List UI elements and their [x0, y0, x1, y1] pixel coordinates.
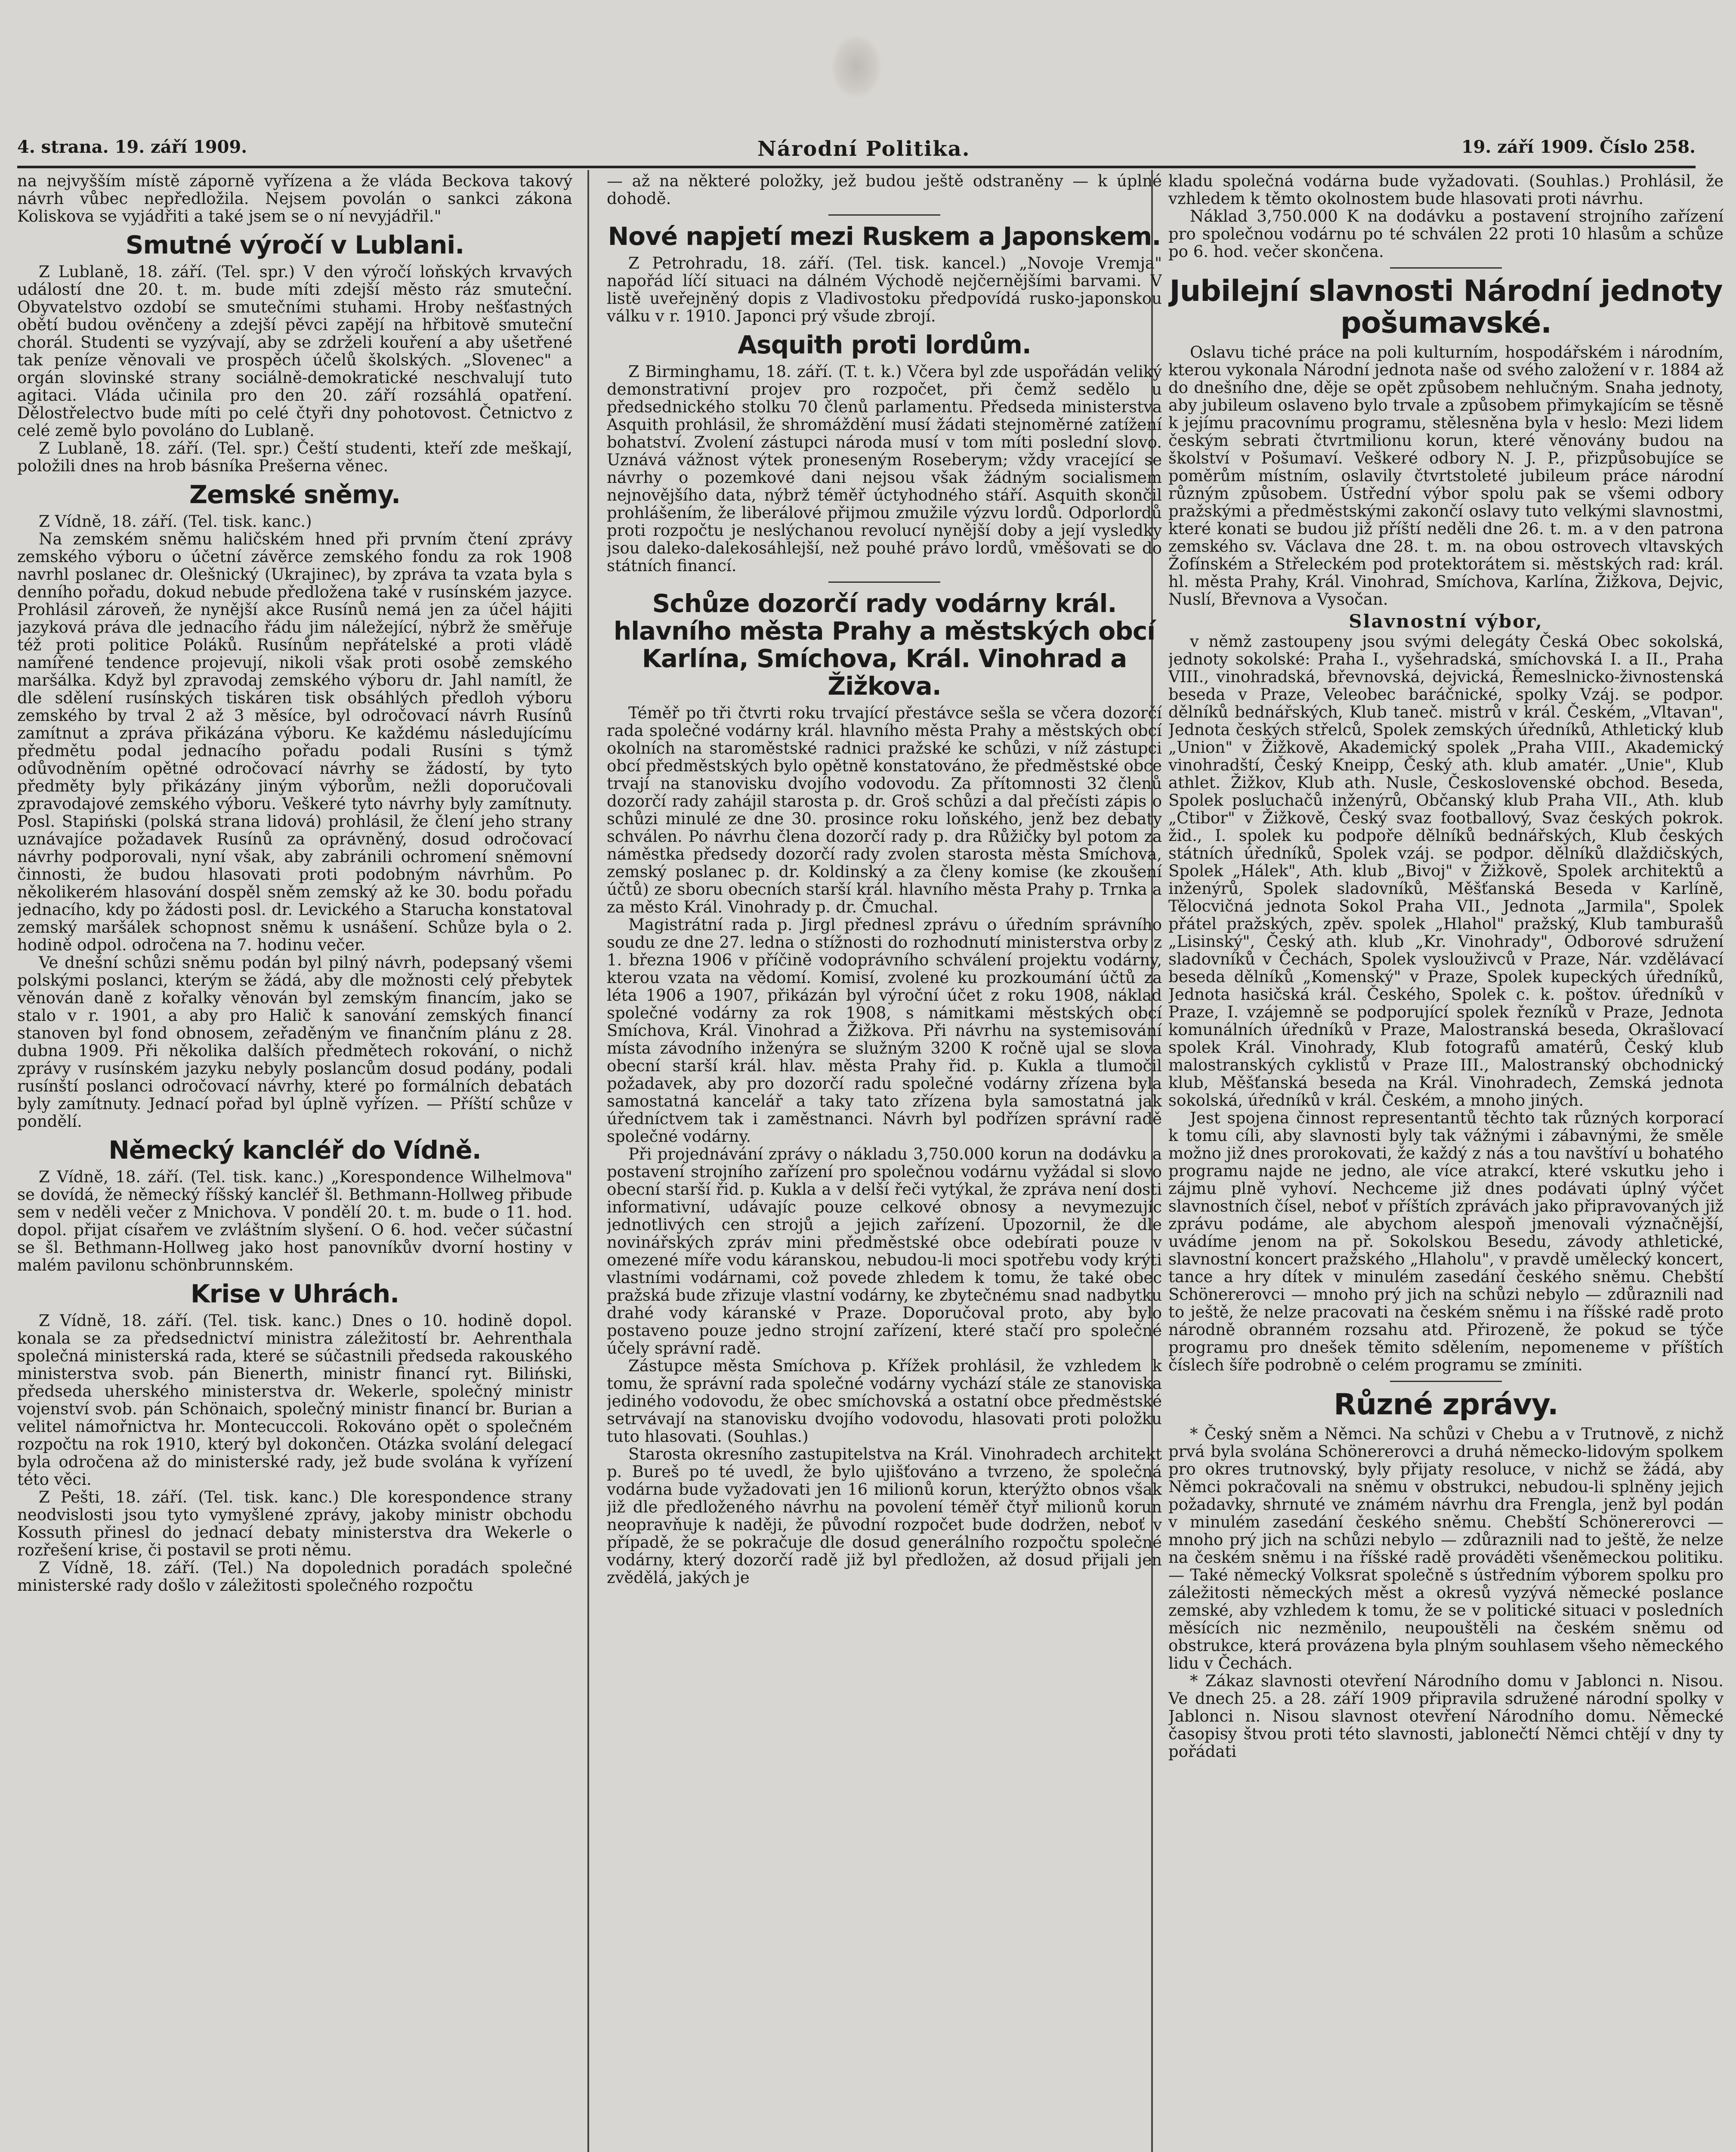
paragraph: Z Vídně, 18. září. (Tel. tisk. kanc.) „Korespondence Wilhelmova" se dovídá, že německý říšský kancléř šl. Bethmann-Hollweg přibude sem v neděli večer z Mnichova. V pondělí 20. t. m. bude o 11. hod. dopol. přijat císařem ve zvláštním slyšení. O 6. hod. večer súčastní se šl. Bethmann-Hollweg jako host panovníkův dvorní hostiny v malém pavilonu schönbrunnském. [17, 1168, 572, 1274]
paragraph: v němž zastoupeny jsou svými delegáty Česká Obec sokolská, jednoty sokolské: Praha I., vyšehradská, smíchovská I. a II., Praha VIII., vinohradská, břevnovská, dejvická, Řemeslnicko-živnostenská beseda v Praze, Veleobec baráčnické, spolky Vzáj. se podpor. dělníků bednářských, Klub taneč. mistrů v král. Českém, „Vltavan", Jednota českých střelců, Spolek zemských úředníků, Athletický klub „Union" v Žižkově, Akademický spolek „Praha VIII., Akademický vinohradští, Český Kneipp, Český ath. klub amatér. „Unie", Klub athlet. Žižkov, Klub ath. Nusle, Československé obchod. Beseda, Spolek posluchačů inženýrů, Občanský klub Praha VII., Ath. klub „Ctibor" v Žižkově, Český svaz footballový, Svaz českých pokrok. žid., I. spolek ku podpoře dělníků bednářských, Klub českých státních úředníků, Spolek vzáj. se podpor. dělníků dlaždičských, Spolek „Hálek", Ath. klub „Bivoj" v Žižkově, Spolek architektů a inženýrů, Spolek sladovníků, Měšťanská Beseda v Karlíně, Tělocvičná jednota Sokol Praha VII., Jednota „Jarmila", Spolek přátel pražských, zpěv. spolek „Hlahol" pražský, Klub tamburašů „Lisinský", Český ath. klub „Kr. Vinohrady", Odborové sdružení sladovníků v Čechách, Spolek vyslouživců v Praze, Nár. vzdělávací beseda dělníků „Komenský" v Praze, Spolek kupeckých úředníků, Jednota hasičská král. Českého, Spolek c. k. poštov. úředníků v Praze, I. vzájemně se podporující spolek řezníků v Praze, Jednota komunálních úředníků v Praze, Malostranská beseda, Okrašlovací spolek Král. Vinohrady, Klub fotografů amatérů, Český klub malostranských cyklistů v Praze III., Malostranský obchodnický klub, Měšťanská beseda na Král. Vinohradech, Zemská jednota sokolská, úředníků v král. Českém, a mnoho jiných. [1168, 632, 1724, 1110]
paragraph: Náklad 3,750.000 K na dodávku a postavení strojního zařízení pro společnou vodárnu po té schválen 22 proti 10 hlasům a schůze po 6. hod. večer skončena. [1168, 207, 1724, 261]
paragraph: Z Vídně, 18. září. (Tel.) Na dopolednich poradách společné ministerské rady došlo v záležitosti společného rozpočtu [17, 1558, 572, 1595]
paragraph: Jest spojena činnost representantů těchto tak různých korporací k tomu cíli, aby slavnosti byly tak vážnými i zábavnými, že směle možno již dnes prorokovati, že každý z nás a tou navštíví u bohatého programu najde ne jedno, ale více atrakcí, které vskutku jeho i zájmu plně vyhoví. Nechceme již dnes podávati úplný výčet slavnostních čísel, neboť v příštích zprávách jako připravovaných již zprávu podáme, ale abychom alespoň jmenovali význačnější, uvádíme jenom na př. Sokolskou Besedu, závody athletické, slavnostní koncert pražského „Hlaholu", v pravdě umělecký koncert, tance a hry dítek v minulém zasedání českého sněmu. Chebští Schönererovci — mnoho prý jich na schůzi nebylo — zdůraznili nad to ještě, že nelze pracovati na českém sněmu i na říšské radě proto národně obranném rozsahu atd. Přirozeně, že pokud se týče programu pro dnešek těmito sdělením, nepomeneme v příštích číslech šíře podrobně o celém programu se zmíniti. [1168, 1109, 1724, 1374]
paragraph: * Zákaz slavnosti otevření Národního domu v Jablonci n. Nisou. Ve dnech 25. a 28. září 1909 připravila sdružené národní spolky v Jablonci n. Nisou slavnost otevření Národního domu. Německé časopisy štvou proti této slavnosti, jablonečtí Němci chtějí v dny ty pořádati [1168, 1672, 1724, 1761]
article-title: Různé zprávy. [1334, 1388, 1558, 1422]
paragraph: Starosta okresního zastupitelstva na Král. Vinohradech architekt p. Bureš po té uvedl, že bylo ujišťováno a tvrzeno, že společná vodárna bude vyžadovati jen 16 milionů korun, kterýžto obnos však již dle předloženého návrhu na povolení téměř čtyř milionů korun neopravňuje k naději, že původní rozpočet bude dodržen, neboť v případě, že se pokračuje dle dosud generálního rozpočtu společné vodárny, který dozorčí radě již byl předložen, až dosud přijali jen zvědělá, jakých je [607, 1445, 1162, 1587]
paragraph: Téměř po tři čtvrti roku trvající přestávce sešla se včera dozorčí rada společné vodárny král. hlavního města Prahy a městských obcí okolních na staroměstské radnici pražské ke schůzi, v níž zástupci obcí předměstských bylo opětně konstatováno, že předměstské obce trvají na stanovisku dvojího vodovodu. Za přítomnosti 32 členů dozorčí rady zahájil starosta p. dr. Groš schůzi a dal přečísti zápis o schůzi minulé ze dne 30. prosince roku loňského, jenž bez debaty schválen. Po návrhu člena dozorčí rady p. dra Růžičky byl potom za náměstka předsedy dozorčí rady zvolen starosta města Smíchova, zemský poslanec p. dr. Koldinský a za členy komise (ke zkoušení účtů) ze sboru obecních starší král. hlavního města Prahy p. Trnka a za město Král. Vinohrady p. dr. Čmuchal. [607, 704, 1162, 916]
dateline: Z Vídně, 18. září. (Tel. tisk. kanc.) [39, 512, 312, 531]
paragraph: Na zemském sněmu haličském hned při prvním čtení zprávy zemského výboru o účetní závěrce zemského fondu za rok 1908 navrhl poslanec dr. Olešnický (Ukrajinec), by zpráva ta vzata byla s denního pořadu, dokud nebude předložena také v rusínském jazyce. Prohlásil zároveň, že nynější akce Rusínů nemá jen za účel hájiti jazyková práva dle jednacího řádu jim náležející, nýbrž že směřuje též proti politice Poláků. Rusínům nepřátelské a proti vládě namířené tendence projevují, nikoli však proti osobě zemského maršálka. Když byl zpravodaj zemského výboru dr. Jahl namítl, že dle sdělení rusínských tiskáren tisk obsáhlých předloh výboru zemského by trval 2 až 3 měsíce, byl odročovací návrh Rusínů zamítnut a zpráva přikázána výboru. Ke každému následujícímu předmětu podal jednacího pořadu podali Rusíni s týmž odůvodněním opětné odročovací návrhy se žádostí, by tyto předměty byly přikázány jiným výborům, nežli doporučovali zpravodajové zemského výboru. Veškeré tyto návrhy byly zamítnuty. Posl. Stapiński (polská strana lidová) prohlásil, že člení jeho strany uznávajíce požadavek Rusínů za oprávněný, dosud odročovací návrhy podporovali, nyní však, aby zabránili ochromení sněmovní činnosti, že budou hlasovati proti podobným návrhům. Po několikerém hlasování dospěl sněm zemský až ke 30. bodu pořadu jednacího, kdy po žádosti posl. dr. Levického a Starucha konstatoval zemský maršálek schopnost sněmu k usnášení. Schůze byla o 2. hodině odpol. odročena na 7. hodinu večer. [17, 530, 572, 954]
paragraph: Z Vídně, 18. září. (Tel. tisk. kanc.) Dnes o 10. hodině dopol. konala se za předsednictví ministra záležitostí br. Aehrenthala společná ministerská rada, které se súčastnili předseda rakouského ministerstva svob. pán Bienerth, ministr financí ryt. Biliński, předseda uherského ministerstva dr. Wekerle, společný ministr vojenství svob. pán Schönaich, společný ministr financí br. Burian a velitel námořnictva hr. Montecuccoli. Rokováno opět o společném rozpočtu na rok 1910, který byl dokončen. Otázka svolání delegací byla odročena až do ministerské rady, jež bude svolána k vyřízení této věci. [17, 1311, 572, 1489]
paragraph: kladu společná vodárna bude vyžadovati. (Souhlas.) Prohlásil, že vzhledem k těmto okolnostem bude hlasovati proti návrhu. [1168, 172, 1724, 208]
paragraph: Zástupce města Smíchova p. Křížek prohlásil, že vzhledem k tomu, že správní rada společné vodárny vychází stále ze stanoviska jediného vodovodu, že obec smíchovská a ostatní obce předměstské setrvávají na stanovisku dvojího vodovodu, hlasovati proti položku tuto hlasovati. (Souhlas.) [607, 1357, 1162, 1446]
page-header [17, 137, 1696, 167]
article-title: Schůze dozorčí rady vodárny král. hlavního města Prahy a městských obcí Karlína, Smíchova, Král. Vinohrad a Žižkova. [613, 589, 1155, 701]
paragraph: Ve dnešní schůzi sněmu podán byl pilný návrh, podepsaný všemi polskými poslanci, kterým se žádá, aby dle možnosti celý přebytek věnován daně z kořalky věnován byl zemským financím, jako se stalo v r. 1901, a aby pro Halič k sanování zemských financí stanoven byl fond obnosem, zeřaděným ve finančním plánu z 28. dubna 1909. Při několika dalších předmětech rokování, o nichž zprávy v rusínském jazyku nebyly poslancům dosud podány, podali rusínští poslanci odročovací návrhy, které po formálních debatách byly zamítnuty. Jednací pořad byl úplně vyřízen. — Příští schůze v pondělí. [17, 953, 572, 1131]
paragraph: Z Lublaně, 18. září. (Tel. spr.) V den výročí loňských krvavých událostí dne 20. t. m. bude míti zdejší město ráz smuteční. Obyvatelstvo ozdobí se smutečními stuhami. Hroby nešťastných obětí budou ověnčeny a zdejší pěvci zapějí na hřbitově smuteční chorál. Studenti se vyzývají, aby se zdrželi kouření a aby ušetřené tak peníze věnovali ve prospěch účelů školských. „Slovenec" a orgán slovinské strany sociálně-demokratické neschvalují tuto agitaci. Vláda učinila pro den 20. září rozsáhlá opatření. Dělostřelectvo bude míti po celé čtyři dny pohotovost. Četnictvo z celé země bylo povoláno do Lublaně. [17, 263, 572, 440]
article-title: Krise v Uhrách. [190, 1279, 399, 1308]
article-title: Zemské sněmy. [189, 480, 400, 509]
paragraph: Z Pešti, 18. září. (Tel. tisk. kanc.) Dle korespondence strany neodvislosti jsou tyto vymyšlené zprávy, jakoby ministr obchodu Kossuth přinesl do jednací debaty ministerstva dra Wekerle o rozřešení krise, či postavil se proti němu. [17, 1488, 572, 1559]
separator [828, 581, 940, 583]
column-2 [607, 172, 1162, 2152]
subheading: Slavnostní výbor, [1349, 611, 1543, 632]
separator [1390, 1381, 1502, 1382]
paragraph: Z Birminghamu, 18. září. (T. t. k.) Včera byl zde uspořádán veliký demonstrativní projev pro rozpočet, při čemž sedělo u předsednického stolku 70 členů parlamentu. Předseda ministerstva Asquith prohlásil, že shromáždění musí žádati stejnoměrné zatížení bohatství. Zvolení zástupci národa musí v tom míti poslední slovo. Uznává vážnost výtek proneseným Roseberym; vždy vracející se návrhy o pozemkové dani nejsou však žádným socialismem nejnovějšího data, nýbrž téměř úctyhodného stáří. Asquith skončil prohlášením, že liberálové přijmou zmužile výzvu lordů. Odporlordů proti rozpočtu je neslýchanou revolucí nynější doby a její vysledky jsou daleko-dalekosáhlejší, než pouhé právo lordů, vměšovati se do státních financí. [607, 362, 1162, 575]
article-title: Asquith proti lordům. [738, 330, 1031, 359]
paragraph: Při projednávání zprávy o nákladu 3,750.000 korun na dodávku a postavení strojního zařízení pro společnou vodárnu vyžádal si slovo obecní starší řid. p. Kukla a v delší řeči vytýkal, že zpráva není dosti informativní, udávajíc pouze celkové obnosy a nevymezujíc jednotlivých cen strojů a jejich zařízení. Upozornil, že dle novinářských zpráv mini předměstské obce odebírati pouze v omezené míře vodu káranskou, nebudou-li moci spotřebu vody krýti vlastními vodárnami, což povede zhledem k tomu, že také obec pražská bude zřizuje vlastní vodárny, ke zbytečnému snad nadbytku drahé vody káranské v Praze. Doporučoval proto, aby bylo postaveno pouze jedno strojní zařízení, které stačí pro společné účely správní radě. [607, 1145, 1162, 1357]
paragraph: Magistrátní rada p. Jirgl přednesl zprávu o úředním správního soudu ze dne 27. ledna o stížnosti do rozhodnutí ministerstva orby z 1. března 1906 v příčině vodoprávního schválení projektu vodárny, kterou vzata na vědomí. Komisí, zvolené ku prozkoumání účtů za léta 1906 a 1907, přikázán byl výroční účet z roku 1908, náklad společné vodárny za rok 1908, s námitkami městských obcí Smíchova, Král. Vinohrad a Žižkova. Při návrhu na systemisování místa závodního inženýra se služným 3200 K ročně ujal se slova obecní starší král. hlav. města Prahy řid. p. Kukla a tlumočil požadavek, aby pro dozorčí radu společné vodárny zřízena byla samostatná kancelář a taky tato zřízena byla samostatná jak úředníctvem tak i zaměstnanci. Návrh byl podřízen správní radě společné vodárny. [607, 915, 1162, 1146]
paragraph: Z Lublaně, 18. září. (Tel. spr.) Čeští studenti, kteří zde meškají, položili dnes na hrob básníka Prešerna věnec. [17, 439, 572, 475]
paragraph: * Český sněm a Němci. Na schůzi v Chebu a v Trutnově, z nichž prvá byla svolána Schönererovci a druhá německo-lidovým spolkem pro okres trutnovský, byly přijaty resoluce, v nichž se žádá, aby Němci pokračovali na sněmu v obstrukci, nebudou-li splněny jejich požadavky, shrnuté ve známém návrhu dra Frengla, jenž byl podán v minulém zasedání českého sněmu. Chebští Schönererovci — mnoho prý jich na schůzi nebylo — zdůraznili nad to ještě, že nelze na českém sněmu i na říšské radě prováděti všeněmeckou politiku. — Také německý Volksrat společně s ústředním výborem spolku pro záležitosti německých měst a okresů vyzývá německé poslance zemské, aby vzhledem k tomu, že se v politické situaci v posledních měsících nic nezměnilo, neupouštěli na českém sněmu od obstrukce, která provázena byla plným souhlasem všeho německého lidu v Čechách. [1168, 1425, 1724, 1673]
column-3 [1168, 172, 1724, 2152]
header-rule [17, 166, 1696, 168]
header-right: 19. září 1909. Číslo 258. [1461, 137, 1696, 157]
article-title: Německý kancléř do Vídně. [108, 1135, 481, 1165]
column-rule [587, 170, 589, 2152]
separator [828, 214, 940, 216]
paragraph: Z Petrohradu, 18. září. (Tel. tisk. kancel.) „Novoje Vremja" napořád líčí situaci na dálném Východě nejčernějšími barvami. V listě uveřejněný dopis z Vladivostoku předpovídá rusko-japonskou válku v r. 1910. Japonci prý všude zbrojí. [607, 254, 1162, 325]
paragraph: — až na některé položky, jež budou ještě odstraněny — k úplné dohodě. [607, 172, 1162, 208]
paper-stain [831, 34, 882, 99]
column-1 [17, 172, 572, 2152]
article-title: Nové napjetí mezi Ruskem a Japonskem. [608, 222, 1161, 251]
article-title: Smutné výročí v Lublani. [125, 230, 464, 260]
paragraph: Oslavu tiché práce na poli kulturním, hospodářském i národním, kterou vykonala Národní jednota naše od svého založení v r. 1884 až do dnešního dne, děje se opět způsobem nehlučným. Snaha jednoty, aby jubileum oslaveno bylo trvale a způsobem přimykajícím se těsně k jejímu pracovnímu programu, stělesněna byla v heslo: Mezi lidem českým sebrati čtvrtmilionu korun, které věnovány budou na školství v Pošumaví. Veškeré odbory N. J. P., přizpůsobujíce se poměrům místním, oslavily čtvrtstoleté jubileum práce národní různým způsobem. Ústřední výbor spolu pak se všemi odbory pražskými a předměstskými zakončí oslavy tuto velkými slavnostmi, které konati se budou již příští neděli dne 26. t. m. a v den patrona zemského sv. Václava dne 28. t. m. na obou ostrovech vltavských Žofínském a Střeleckém pod protektorátem si. městských rad: král. hl. města Prahy, Král. Vinohrad, Smíchova, Karlína, Žižkova, Dejvic, Nuslí, Břevnova a Vysočan. [1168, 343, 1724, 609]
article-title: Jubilejní slavnosti Národní jednoty pošumavské. [1169, 274, 1723, 340]
header-left: 4. strana. 19. září 1909. [17, 137, 247, 157]
paragraph: na nejvyšším místě záporně vyřízena a že vláda Beckova takový návrh vůbec nepředložila. Nejsem povolán o sankci zákona Koliskova se vyjádřiti a také jsem se o ní nevyjádřil." [17, 172, 572, 226]
masthead: Národní Politika. [757, 137, 970, 161]
separator [1390, 267, 1502, 269]
